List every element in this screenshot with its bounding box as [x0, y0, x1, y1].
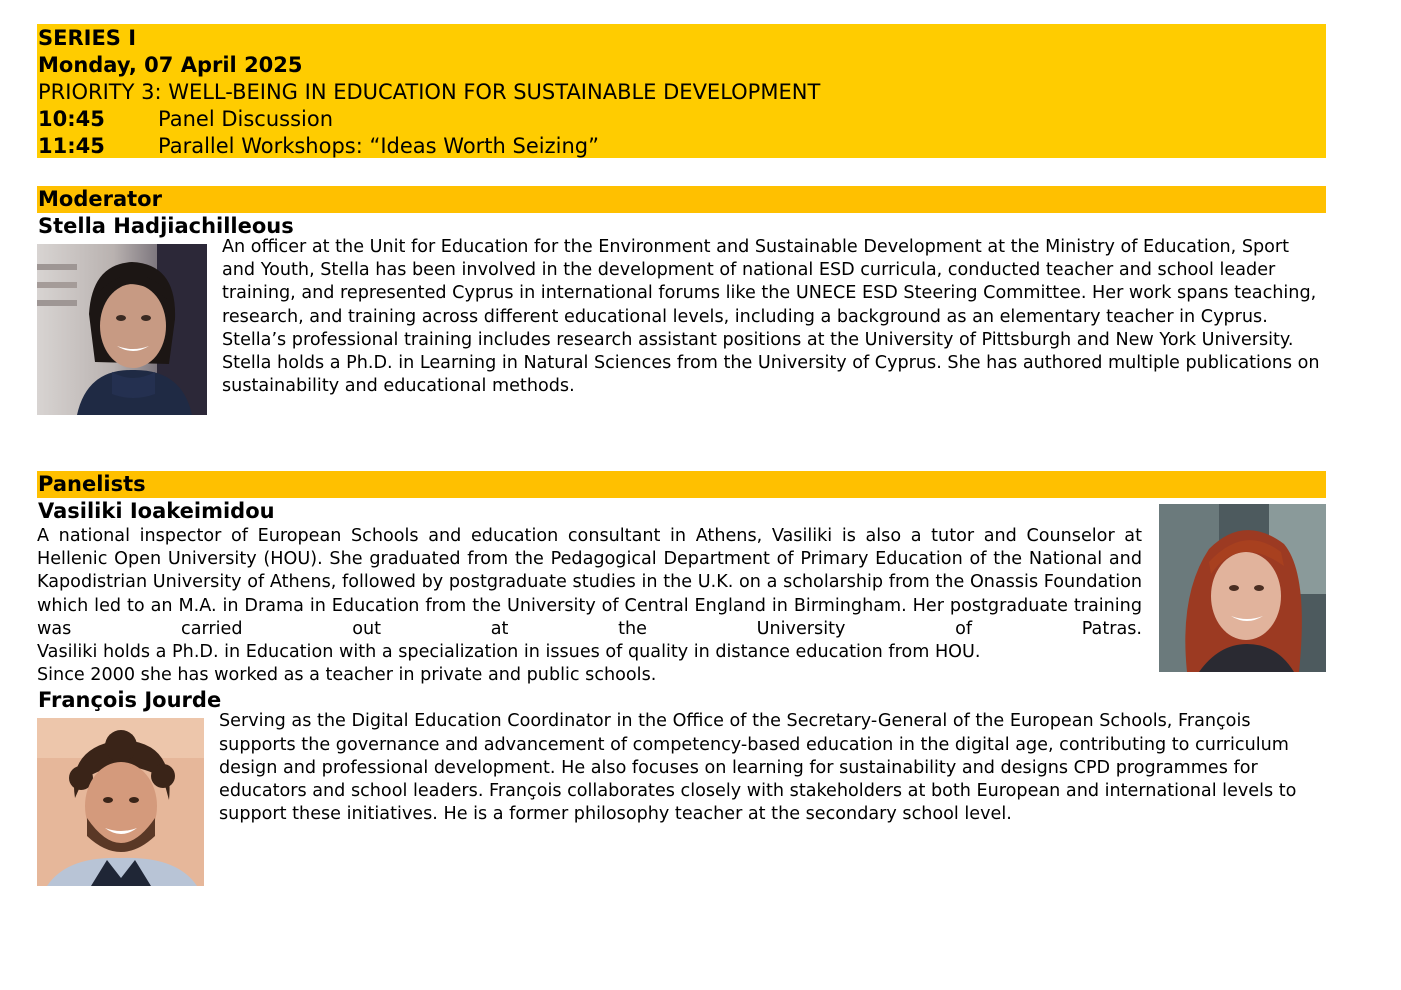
schedule-time: 10:45 [38, 107, 105, 131]
panelist-bio: Serving as the Digital Education Coordinator in the Office of the Secretary-General of the European Schools, François supports the governance and advancement of competency-based education in the digital age, contributing to curriculum design and professional development. He also focuses on learning for sustainability and designs CPD programmes for educators and school leaders. François collaborates closely with stakeholders at both European and international levels to support these initiatives. He is a former philosophy teacher at the secondary school level. [219, 711, 1297, 825]
programme-page [37, 24, 1326, 886]
panelist-francois [37, 711, 1326, 886]
panelists-section-bar: Panelists [37, 471, 1326, 498]
moderator-bio: An officer at the Unit for Education for the Environment and Sustainable Development at the Ministry of Education, Sport and Youth, Stella has been involved in the development of national ESD curricula, conducted teacher and school leader training, and represented Cyprus in international forums like the UNECE ESD Steering Committee. Her work spans teaching, research, and training across different educational levels, including a background as an elementary teacher in Cyprus. Stella’s professional training includes research assistant positions at the University of Pittsburgh and New York University. Stella holds a Ph.D. in Learning in Natural Sciences from the University of Cyprus. She has authored multiple publications on sustainability and educational methods. [222, 237, 1320, 397]
session-header [37, 24, 1326, 158]
panelist-vasiliki [37, 498, 1326, 687]
series-label: SERIES I [38, 26, 137, 50]
schedule-row [38, 133, 1326, 160]
panelist-name: François Jourde [38, 688, 222, 713]
panelist-bio-line: Vasiliki holds a Ph.D. in Education with a specialization in issues of quality in distance education from HOU. [37, 642, 981, 663]
schedule-title: Parallel Workshops: “Ideas Worth Seizing” [158, 134, 599, 158]
schedule-row [38, 106, 1326, 133]
panelist-photo [37, 718, 204, 886]
panelist-photo [1159, 504, 1326, 672]
panelist-bio-line: Since 2000 she has worked as a teacher in private and public schools. [37, 665, 657, 686]
priority-title: PRIORITY 3: WELL-BEING IN EDUCATION FOR SUSTAINABLE DEVELOPMENT [38, 80, 821, 104]
moderator-section-bar: Moderator [37, 186, 1326, 213]
moderator-profile [37, 237, 1326, 415]
panelist-bio-justified: A national inspector of European Schools and education consultant in Athens, Vasiliki is also a tutor and Counselor at Hellenic Open University (HOU). She graduated from the Pedagogical Department of Primary Education of the National and Kapodistrian University of Athens, followed by postgraduate studies in the U.K. on a scholarship from the Onassis Foundation which led to an M.A. in Drama in Education from the University of Central England in Birmingham. Her postgraduate training was carried out at the University of Patras. [37, 526, 1142, 639]
schedule-title: Panel Discussion [158, 107, 334, 131]
schedule-time: 11:45 [38, 134, 105, 158]
moderator-photo [37, 244, 207, 415]
session-date: Monday, 07 April 2025 [38, 53, 303, 77]
panelist-name: Vasiliki Ioakeimidou [38, 499, 275, 523]
moderator-name: Stella Hadjiachilleous [38, 214, 294, 238]
